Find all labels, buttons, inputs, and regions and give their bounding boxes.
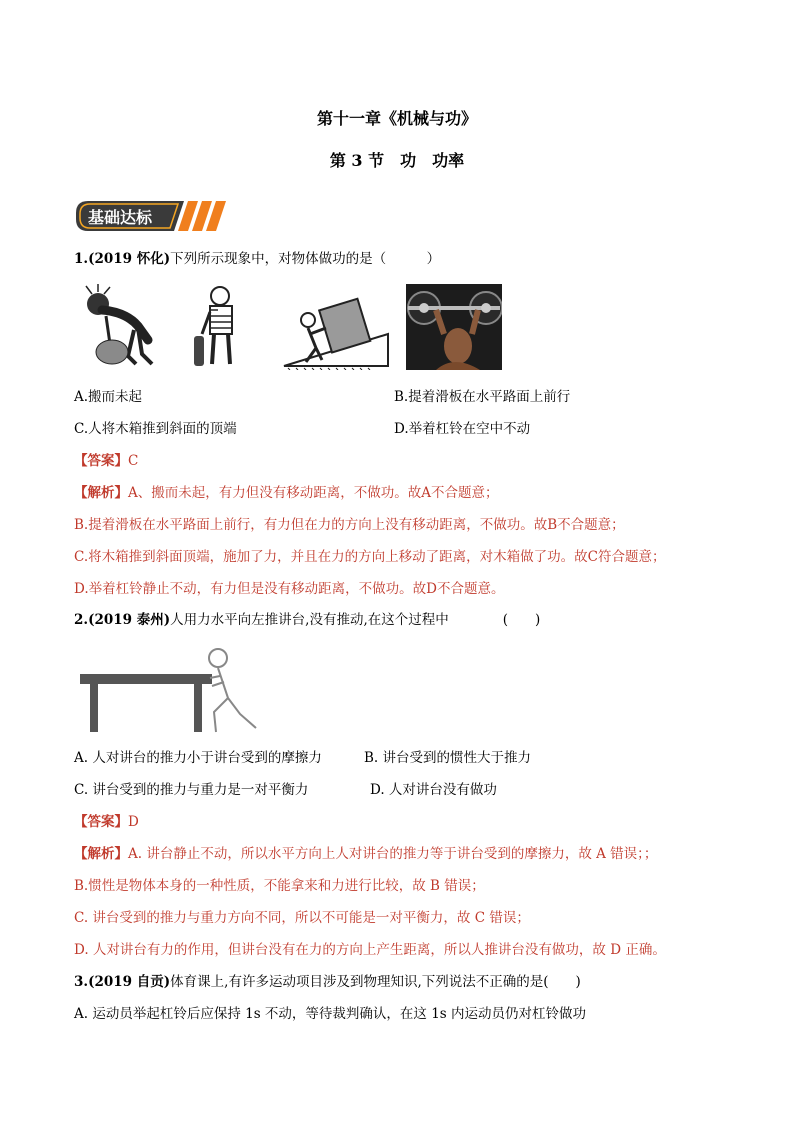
q1-analysis-label: 【解析】 — [74, 485, 128, 501]
q3-stem: 体育课上,有许多运动项目涉及到物理知识,下列说法不正确的是( ) — [170, 974, 581, 990]
q2-option-b: B. 讲台受到的惯性大于推力 — [364, 750, 532, 766]
q2-analysis-line-2: B.惯性是物体本身的一种性质，不能拿来和力进行比较，故 B 错误； — [74, 878, 485, 894]
q1-image-a-lifting-figure — [76, 284, 168, 368]
q2-analysis-label: 【解析】 — [74, 846, 128, 862]
q1-answer-label: 【答案】 — [74, 453, 128, 469]
q2-analysis-line-3: C. 讲台受到的推力与重力方向不同，所以不可能是一对平衡力，故 C 错误； — [74, 910, 530, 926]
q1-option-a: A.搬而未起 — [74, 389, 143, 405]
q2-answer — [74, 813, 139, 831]
q1-image-c-push-box-ramp — [282, 290, 390, 370]
q2-answer-value: D — [128, 814, 139, 830]
banner-label: 基础达标 — [88, 208, 153, 227]
q2-analysis-line-1 — [74, 845, 657, 863]
q1-analysis-line-1 — [74, 484, 499, 502]
q2-number: 2 — [74, 612, 84, 628]
q2-option-a: A. 人对讲台的推力小于讲台受到的摩擦力 — [74, 750, 322, 766]
q3-line — [74, 973, 581, 991]
q1-analysis-text-1: A、搬而未起，有力但没有移动距离，不做功。故A不合题意； — [128, 485, 499, 501]
q2-source: .(2019 泰州) — [83, 612, 171, 628]
q3-option-a: A. 运动员举起杠铃后应保持 1s 不动，等待裁判确认，在这 1s 内运动员仍对杠铃做功 — [74, 1006, 587, 1022]
q2-answer-label: 【答案】 — [74, 814, 128, 830]
q1-number: 1 — [74, 251, 84, 267]
q1-image-d-weightlifter-photo — [406, 284, 502, 370]
q1-answer-value: C — [128, 453, 139, 469]
q1-line — [74, 250, 440, 268]
q1-option-d: D.举着杠铃在空中不动 — [394, 421, 531, 437]
q2-option-d: D. 人对讲台没有做功 — [370, 782, 497, 798]
q1-analysis-line-3: C.将木箱推到斜面顶端，施加了力，并且在力的方向上移动了距离，对木箱做了功。故C符合题意； — [74, 549, 666, 565]
q2-line — [74, 611, 540, 629]
q1-image-b-skateboard-figure — [190, 284, 246, 370]
section-title: 第 3 节 功 功率 — [329, 151, 465, 170]
q2-stem: 人用力水平向左推讲台,没有推动,在这个过程中 ( ) — [170, 612, 541, 628]
q3-number: 3 — [74, 974, 84, 990]
q1-option-c: C.人将木箱推到斜面的顶端 — [74, 421, 237, 437]
q1-answer — [74, 452, 138, 470]
q1-stem: 下列所示现象中，对物体做功的是（ ） — [170, 251, 441, 267]
q1-source: .(2019 怀化) — [83, 251, 171, 267]
q2-image-push-podium — [78, 648, 260, 734]
section-banner — [74, 198, 234, 234]
q2-analysis-line-4: D. 人对讲台有力的作用，但讲台没有在力的方向上产生距离，所以人推讲台没有做功，故 D 正确。 — [74, 942, 666, 958]
q1-analysis-line-4: D.举着杠铃静止不动，有力但是没有移动距离，不做功。故D不合题意。 — [74, 581, 505, 597]
q3-source: .(2019 自贡) — [83, 974, 171, 990]
q1-option-b: B.提着滑板在水平路面上前行 — [394, 389, 571, 405]
q1-analysis-line-2: B.提着滑板在水平路面上前行，有力但在力的方向上没有移动距离，不做功。故B不合题意； — [74, 517, 625, 533]
q2-analysis-text-1: A. 讲台静止不动，所以水平方向上人对讲台的推力等于讲台受到的摩擦力，故 A 错误；； — [128, 846, 658, 862]
chapter-title: 第十一章《机械与功》 — [316, 109, 477, 128]
q2-option-c: C. 讲台受到的推力与重力是一对平衡力 — [74, 782, 309, 798]
